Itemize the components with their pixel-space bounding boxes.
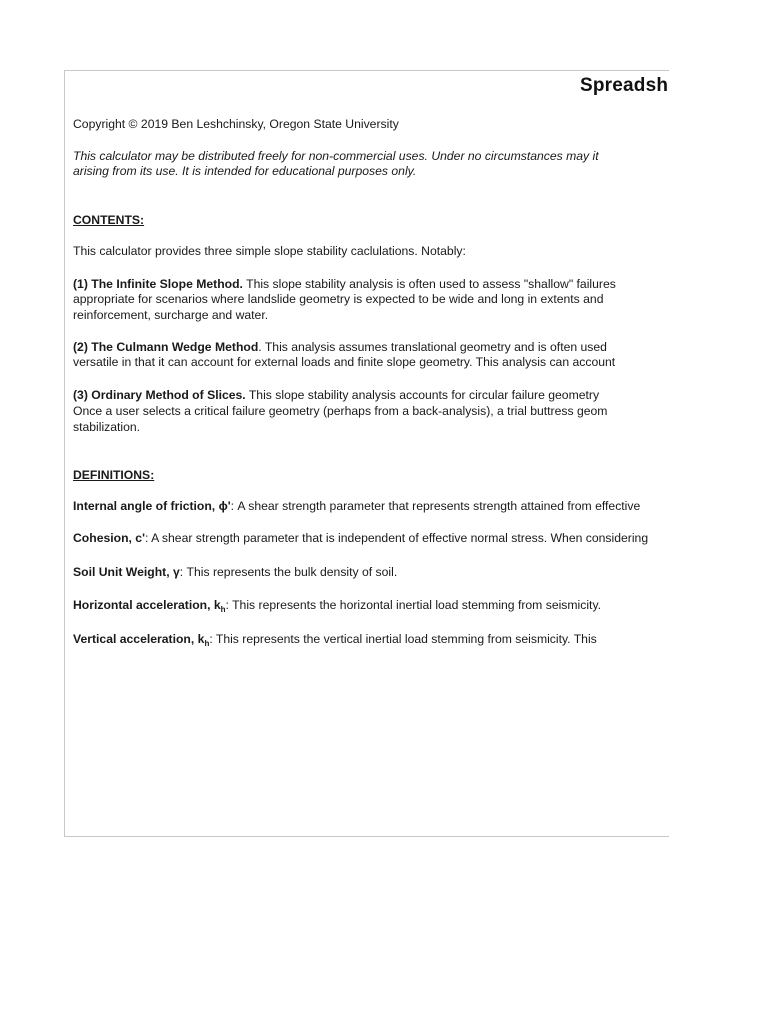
term-text: Horizontal acceleration, k [73,598,221,612]
copyright-line: Copyright © 2019 Ben Leshchinsky, Oregon State University [73,117,399,131]
definitions-heading: DEFINITIONS: [73,468,155,482]
page-title: Spreadsh [580,75,669,96]
method-3-label: (3) Ordinary Method of Slices. [73,388,246,402]
term-subscript: h [220,605,226,614]
definition-vertical-acceleration [73,632,597,647]
contents-intro: This calculator provides three simple slope stability caclulations. Notably: [73,244,466,258]
method-1-line-2: appropriate for scenarios where landslide geometry is expected to be wide and long in extents and [73,292,604,306]
spreadsheet-page [64,70,669,837]
method-1-label: (1) The Infinite Slope Method. [73,277,243,291]
contents-heading: CONTENTS: [73,213,145,227]
definition-unit-weight [73,565,397,580]
definition-friction-angle [73,499,640,514]
definition-text: : This represents the bulk density of soil. [179,565,398,579]
definition-text: : This represents the horizontal inertial load stemming from seismicity. [225,598,602,612]
method-2-label: (2) The Culmann Wedge Method [73,340,259,354]
method-3-text: This slope stability analysis accounts for circular failure geometry [245,388,600,402]
method-2-line-2: versatile in that it can account for external loads and finite slope geometry. This analysis can account [73,355,616,369]
method-2-line-1 [73,340,607,355]
definition-horizontal-acceleration [73,598,601,613]
method-3-line-2: Once a user selects a critical failure geometry (perhaps from a back-analysis), a trial buttress geom [73,404,608,418]
definition-text: : A shear strength parameter that is independent of effective normal stress. When considering [144,531,649,545]
method-3-line-3: stabilization. [73,420,141,434]
method-1-line-1 [73,277,616,292]
definition-cohesion [73,531,648,546]
definition-text: : A shear strength parameter that represents strength attained from effective [230,499,641,513]
method-1-line-3: reinforcement, surcharge and water. [73,308,269,322]
disclaimer-line-2: arising from its use. It is intended for educational purposes only. [73,164,417,178]
definition-term [73,632,209,646]
definition-term [73,598,226,612]
definition-term: Cohesion, c' [73,531,145,545]
definition-text: : This represents the vertical inertial load stemming from seismicity. This [209,632,597,646]
method-2-text: . This analysis assumes translational geometry and is often used [258,340,607,354]
term-subscript: h [204,639,210,648]
definition-term: Internal angle of friction, ϕ' [73,499,231,513]
disclaimer-line-1: This calculator may be distributed freely for non-commercial uses. Under no circumstances may it [73,149,599,163]
method-1-text: This slope stability analysis is often used to assess "shallow" failures [242,277,616,291]
definition-term: Soil Unit Weight, γ [73,565,180,579]
term-text: Vertical acceleration, k [73,632,205,646]
method-3-line-1 [73,388,599,403]
